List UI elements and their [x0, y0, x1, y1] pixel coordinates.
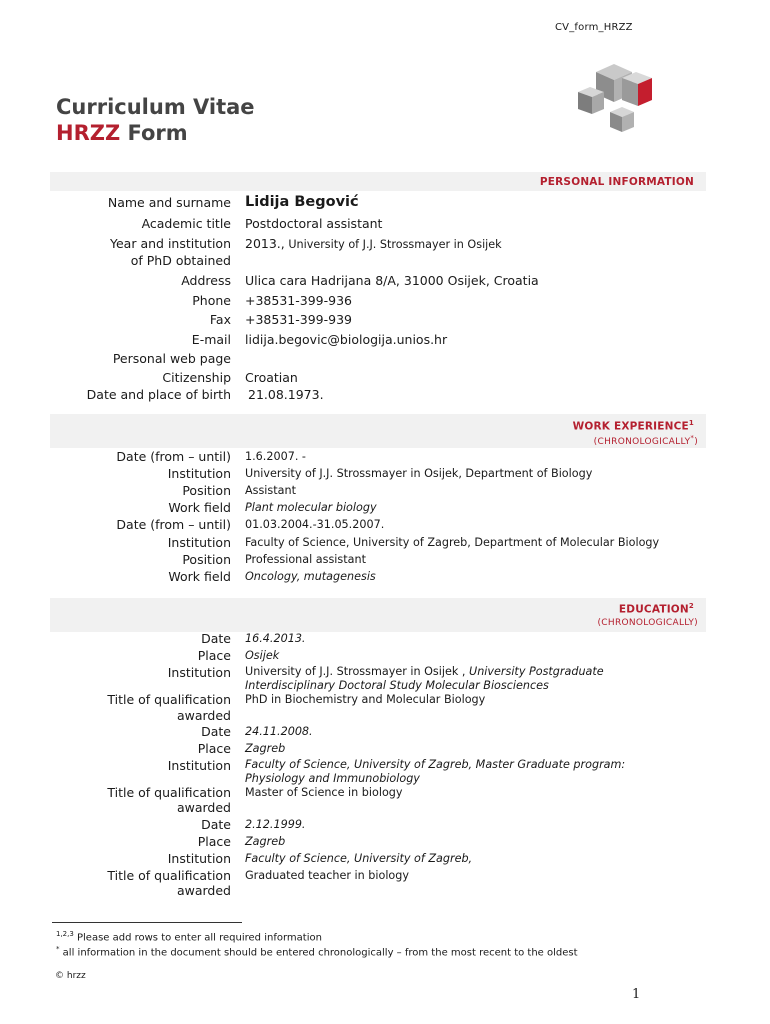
- footnote-2-text: all information in the document should be entered chronologically – from the most recent to the oldest: [59, 947, 578, 959]
- edu-1-institution-value-1: [245, 665, 604, 679]
- value-phone: +38531-399-936: [245, 293, 352, 308]
- edu-1-institution-part-a: University of J.J. Strossmayer in Osijek ,: [245, 665, 469, 678]
- footnote-2: [56, 945, 578, 958]
- value-phd: [245, 236, 502, 253]
- label-academic-title: Academic title: [141, 216, 231, 231]
- edu-3-place-label: Place: [197, 834, 231, 849]
- value-phd-institution: University of J.J. Strossmayer in Osijek: [284, 238, 502, 251]
- value-email: lidija.begovic@biologija.unios.hr: [245, 332, 448, 347]
- value-birth: 21.08.1973.: [248, 387, 324, 402]
- section-title-work: [573, 419, 694, 433]
- section-band-personal: [50, 172, 706, 191]
- edu-1-date-label: Date: [201, 631, 231, 646]
- page-title: Curriculum Vitae: [56, 95, 255, 119]
- edu-2-institution-value-2: Physiology and Immunobiology: [245, 772, 420, 785]
- value-academic-title: Postdoctoral assistant: [245, 216, 383, 231]
- work-2-position-label: Position: [182, 552, 231, 567]
- label-email: E-mail: [191, 332, 231, 347]
- work-2-field-value: Oncology, mutagenesis: [245, 570, 376, 583]
- edu-1-title-value: PhD in Biochemistry and Molecular Biology: [245, 693, 486, 706]
- label-phd-2: of PhD obtained: [130, 253, 231, 268]
- section-title-education: [619, 602, 694, 616]
- edu-1-title-label-1: Title of qualification: [107, 692, 231, 707]
- label-citizenship: Citizenship: [162, 370, 231, 385]
- work-2-institution-value: Faculty of Science, University of Zagreb, Department of Molecular Biology: [245, 536, 660, 549]
- section-sub-education: (CHRONOLOGICALLY): [597, 618, 698, 628]
- edu-2-date-value: 24.11.2008.: [245, 725, 313, 738]
- work-2-field-label: Work field: [168, 569, 231, 584]
- work-sub-text: (CHRONOLOGICALLY: [593, 437, 691, 447]
- label-birth: Date and place of birth: [86, 387, 231, 402]
- footnote-1: [56, 930, 322, 943]
- work-2-institution-label: Institution: [167, 535, 231, 550]
- footnote-2-marker: *: [56, 945, 60, 953]
- edu-3-date-label: Date: [201, 817, 231, 832]
- label-phd-1: Year and institution: [110, 236, 231, 251]
- hrzz-cubes-logo: [574, 62, 656, 134]
- edu-1-place-value: Osijek: [245, 649, 280, 662]
- work-sub-sup: *: [690, 434, 695, 442]
- edu-1-institution-part-b: University Postgraduate: [469, 665, 604, 678]
- edu-3-title-label-2: awarded: [176, 883, 231, 898]
- edu-3-title-label-1: Title of qualification: [107, 868, 231, 883]
- label-name: Name and surname: [107, 195, 231, 210]
- page-number: 1: [632, 987, 641, 1002]
- label-phone: Phone: [192, 293, 231, 308]
- work-1-field-value: Plant molecular biology: [245, 501, 377, 514]
- work-1-position-label: Position: [182, 483, 231, 498]
- title-rest: Form: [120, 121, 188, 145]
- copyright: © hrzz: [55, 971, 86, 981]
- edu-1-place-label: Place: [197, 648, 231, 663]
- work-1-institution-value: University of J.J. Strossmayer in Osijek, Department of Biology: [245, 467, 593, 480]
- section-band-education: [50, 598, 706, 632]
- edu-1-date-value: 16.4.2013.: [245, 632, 306, 645]
- work-1-field-label: Work field: [168, 500, 231, 515]
- work-2-date-value: 01.03.2004.-31.05.2007.: [245, 518, 385, 531]
- work-1-institution-label: Institution: [167, 466, 231, 481]
- document-code: CV_form_HRZZ: [555, 22, 633, 33]
- value-fax: +38531-399-939: [245, 312, 352, 327]
- edu-3-date-value: 2.12.1999.: [245, 818, 306, 831]
- edu-3-institution-label: Institution: [167, 851, 231, 866]
- work-sub-close: ): [694, 437, 698, 447]
- label-web-page: Personal web page: [112, 351, 231, 366]
- work-2-position-value: Professional assistant: [245, 553, 366, 566]
- page-subtitle: [56, 121, 188, 145]
- section-title-personal: PERSONAL INFORMATION: [539, 176, 694, 188]
- label-address: Address: [181, 273, 231, 288]
- edu-2-place-label: Place: [197, 741, 231, 756]
- edu-3-institution-value: Faculty of Science, University of Zagreb,: [245, 852, 473, 865]
- work-title-text: WORK EXPERIENCE: [572, 420, 689, 433]
- work-title-sup: 1: [688, 419, 694, 427]
- education-title-text: EDUCATION: [618, 603, 689, 616]
- value-phd-year: 2013.,: [245, 236, 285, 251]
- edu-2-institution-label: Institution: [167, 758, 231, 773]
- edu-2-title-label-2: awarded: [176, 800, 231, 815]
- edu-3-title-value: Graduated teacher in biology: [245, 869, 409, 882]
- work-1-date-value: 1.6.2007. -: [245, 450, 306, 463]
- edu-2-place-value: Zagreb: [245, 742, 286, 755]
- section-sub-work: [594, 434, 698, 447]
- footnote-separator: [52, 922, 242, 923]
- edu-2-title-label-1: Title of qualification: [107, 785, 231, 800]
- edu-2-date-label: Date: [201, 724, 231, 739]
- value-citizenship: Croatian: [245, 370, 298, 385]
- edu-1-institution-value-2: Interdisciplinary Doctoral Study Molecular Biosciences: [245, 679, 549, 692]
- edu-2-institution-value-1: Faculty of Science, University of Zagreb, Master Graduate program:: [245, 758, 626, 771]
- label-fax: Fax: [209, 312, 231, 327]
- edu-3-place-value: Zagreb: [245, 835, 286, 848]
- section-band-work: [50, 414, 706, 448]
- work-1-position-value: Assistant: [245, 484, 296, 497]
- footnote-1-text: Please add rows to enter all required information: [73, 932, 322, 944]
- edu-1-title-label-2: awarded: [176, 708, 231, 723]
- edu-2-title-value: Master of Science in biology: [245, 786, 403, 799]
- value-address: Ulica cara Hadrijana 8/A, 31000 Osijek, Croatia: [245, 273, 539, 288]
- education-title-sup: 2: [688, 602, 694, 610]
- value-name: Lidija Begović: [245, 194, 359, 210]
- footnote-1-marker: 1,2,3: [56, 930, 74, 938]
- edu-1-institution-label: Institution: [167, 665, 231, 680]
- work-2-date-label: Date (from – until): [116, 517, 231, 532]
- title-accent: HRZZ: [56, 121, 121, 145]
- work-1-date-label: Date (from – until): [116, 449, 231, 464]
